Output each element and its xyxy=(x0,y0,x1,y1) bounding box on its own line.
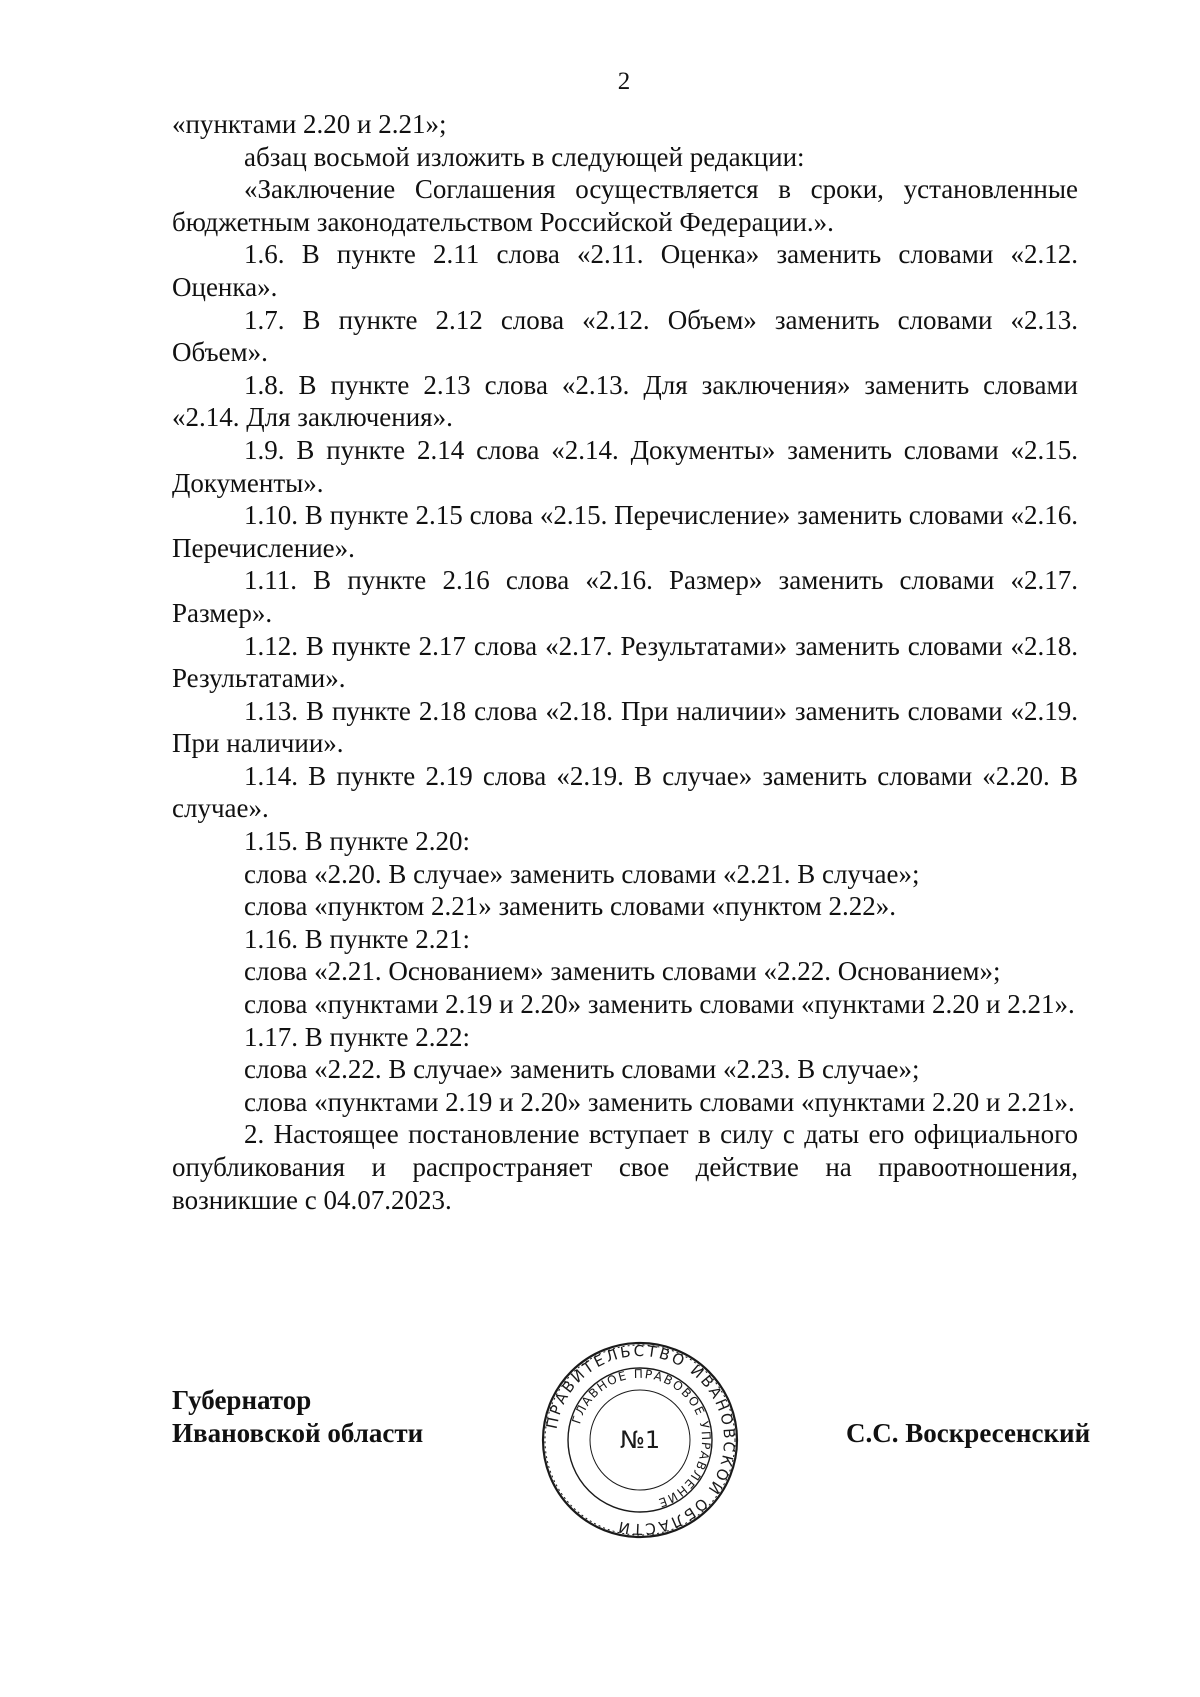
paragraph: слова «пунктами 2.19 и 2.20» заменить словами «пунктами 2.20 и 2.21». xyxy=(244,1086,1075,1117)
paragraph: 1.17. В пункте 2.22: xyxy=(244,1021,470,1052)
paragraph: 1.15. В пункте 2.20: xyxy=(244,826,470,857)
paragraph: 1.10. В пункте 2.15 слова «2.15. Перечисление» заменить словами «2.16. Перечисление». xyxy=(172,500,1078,563)
paragraph: 1.11. В пункте 2.16 слова «2.16. Размер» заменить словами «2.17. Размер». xyxy=(172,565,1078,628)
page-number: 2 xyxy=(617,68,631,95)
paragraph: «Заключение Соглашения осуществляется в сроки, установленные бюджетным законодательством Российской Федерации.». xyxy=(172,174,1078,237)
paragraph: абзац восьмой изложить в следующей редакции: xyxy=(244,141,805,172)
signatory-name: С.С. Воскресенский xyxy=(846,1418,1091,1448)
seal-inner-text: ГЛАВНОЕ ПРАВОВОЕ УПРАВЛЕНИЕ xyxy=(569,1366,714,1511)
paragraph: 1.8. В пункте 2.13 слова «2.13. Для заключения» заменить словами «2.14. Для заключения». xyxy=(172,369,1078,433)
official-seal xyxy=(540,1340,740,1540)
seal-graphic xyxy=(540,1340,740,1540)
paragraph: слова «пунктами 2.19 и 2.20» заменить словами «пунктами 2.20 и 2.21». xyxy=(244,989,1075,1020)
paragraph: 1.9. В пункте 2.14 слова «2.14. Документы» заменить словами «2.15. Документы». xyxy=(172,434,1078,498)
paragraph: 2. Настоящее постановление вступает в силу с даты его официального опубликования и распространяет свое действие на правоотношения, возникшие с 04.07.2023. xyxy=(172,1119,1078,1215)
paragraph: слова «2.20. В случае» заменить словами «2.21. В случае»; xyxy=(244,858,920,889)
seal-outer-text: ПРАВИТЕЛЬСТВО ИВАНОВСКОЙ ОБЛАСТИ xyxy=(542,1341,739,1539)
paragraph: слова «2.21. Основанием» заменить словами «2.22. Основанием»; xyxy=(244,956,1001,987)
paragraph: 1.14. В пункте 2.19 слова «2.19. В случае» заменить словами «2.20. В случае». xyxy=(172,760,1078,824)
paragraph: слова «пунктом 2.21» заменить словами «пунктом 2.22». xyxy=(244,891,897,922)
paragraph: 1.13. В пункте 2.18 слова «2.18. При наличии» заменить словами «2.19. При наличии». xyxy=(172,695,1078,759)
document-body xyxy=(172,108,1078,1216)
paragraph: 1.7. В пункте 2.12 слова «2.12. Объем» заменить словами «2.13. Объем». xyxy=(172,304,1078,368)
signatory-position xyxy=(172,1384,423,1450)
signatory-title-line-1: Губернатор xyxy=(172,1385,312,1415)
signatory-title-line-2: Ивановской области xyxy=(172,1418,424,1448)
paragraph: 1.16. В пункте 2.21: xyxy=(244,923,470,954)
seal-center-number: №1 xyxy=(619,1426,661,1454)
paragraph: 1.12. В пункте 2.17 слова «2.17. Результатами» заменить словами «2.18. Результатами». xyxy=(172,630,1078,694)
paragraph: слова «2.22. В случае» заменить словами «2.23. В случае»; xyxy=(244,1054,920,1085)
paragraph: 1.6. В пункте 2.11 слова «2.11. Оценка» заменить словами «2.12. Оценка». xyxy=(172,239,1078,302)
paragraph: «пунктами 2.20 и 2.21»; xyxy=(172,109,447,139)
